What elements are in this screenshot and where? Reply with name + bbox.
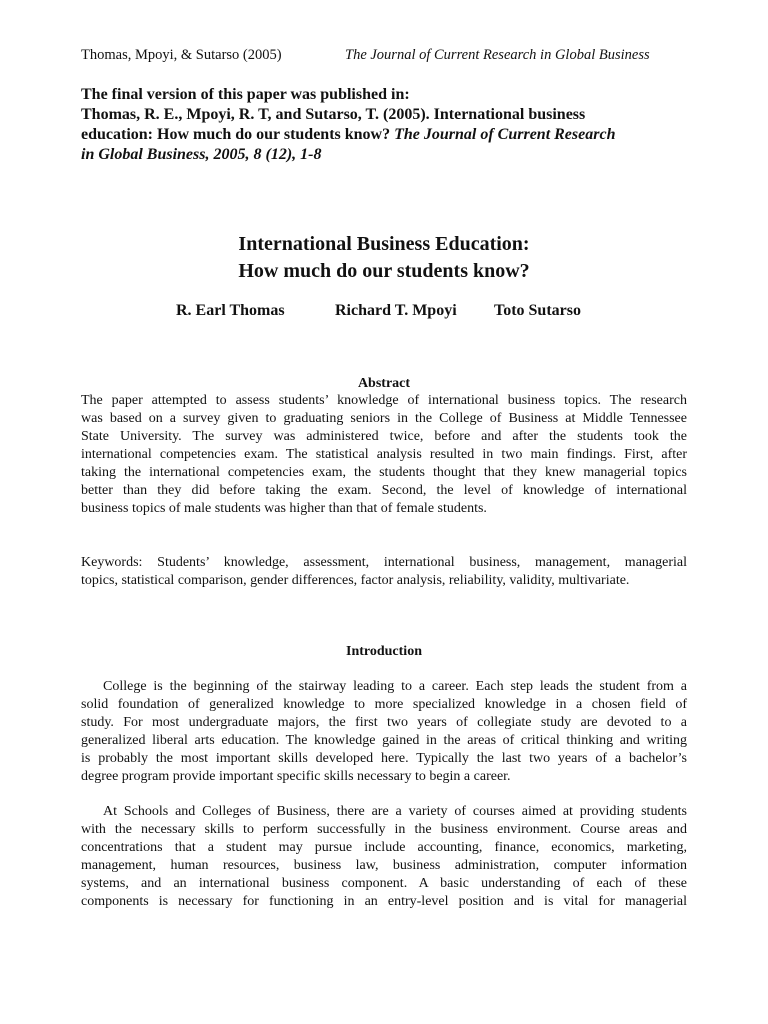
abstract-heading: Abstract: [357, 376, 411, 391]
body-text-line: At Schools and Colleges of Business, there are a variety of courses aimed at providing students: [103, 804, 687, 819]
citation-journal-name: The Journal of Current Research: [394, 126, 616, 143]
publication-citation-line: [81, 125, 687, 145]
running-head-journal: The Journal of Current Research in Global Business: [345, 47, 650, 63]
publication-note-line: The final version of this paper was published in:: [81, 86, 410, 103]
keywords-line: Keywords: Students’ knowledge, assessment, international business, management, managerial: [81, 555, 687, 570]
citation-journal-details: in Global Business, 2005, 8 (12), 1-8: [81, 146, 322, 163]
introduction-paragraph-2: [81, 803, 687, 911]
author-name: Toto Sutarso: [494, 302, 581, 319]
body-text-line: is probably the most important skills developed here. Typically the last two years of a bachelor’s: [81, 751, 687, 766]
abstract-line: The paper attempted to assess students’ knowledge of international business topics. The research: [81, 393, 687, 408]
abstract-line: State University. The survey was administered twice, before and after the students took the: [81, 429, 687, 444]
citation-article-title: education: How much do our students know?: [81, 126, 395, 143]
author-name: R. Earl Thomas: [176, 302, 285, 319]
body-text-line: solid foundation of generalized knowledge to more specialized knowledge in a chosen field of: [81, 697, 687, 712]
body-text-line: degree program provide important specific skills necessary to begin a career.: [81, 769, 511, 784]
body-text-line: with the necessary skills to perform successfully in the business environment. Course areas and: [81, 822, 687, 837]
paper-title-line-1: International Business Education:: [238, 233, 530, 255]
abstract-line: business topics of male students was higher than that of female students.: [81, 501, 487, 516]
body-text-line: concentrations that a student may pursue include accounting, finance, economics, marketing,: [81, 840, 687, 855]
abstract-line: better than they did before taking the exam. Second, the level of knowledge of international: [81, 483, 687, 498]
abstract-line: was based on a survey given to graduating seniors in the College of Business at Middle Tennessee: [81, 411, 687, 426]
body-text-line: College is the beginning of the stairway leading to a career. Each step leads the student from a: [103, 679, 687, 694]
author-name: Richard T. Mpoyi: [335, 302, 457, 319]
introduction-heading: Introduction: [346, 644, 422, 659]
paper-title: [81, 231, 687, 285]
publication-citation-line: Thomas, R. E., Mpoyi, R. T, and Sutarso, T. (2005). International business: [81, 106, 586, 123]
running-head-authors: Thomas, Mpoyi, & Sutarso (2005): [81, 47, 282, 63]
body-text-line: management, human resources, business law, business administration, computer information: [81, 858, 687, 873]
keywords: [81, 554, 687, 590]
keywords-line: topics, statistical comparison, gender differences, factor analysis, reliability, validity, multivariate.: [81, 573, 630, 588]
body-text-line: study. For most undergraduate majors, the first two years of collegiate study are devoted to a: [81, 715, 687, 730]
abstract-line: international competencies exam. The statistical analysis resulted in two main findings. First, after: [81, 447, 687, 462]
body-text-line: generalized liberal arts education. The knowledge gained in the areas of critical thinking and writing: [81, 733, 687, 748]
abstract-body: [81, 392, 687, 518]
introduction-paragraph-1: [81, 678, 687, 786]
publication-note: [81, 85, 687, 165]
body-text-line: components is necessary for functioning in an entry-level position and is vital for managerial: [81, 894, 687, 909]
paper-title-line-2: How much do our students know?: [238, 260, 530, 282]
abstract-line: taking the international competencies exam, the students thought that they knew managerial topics: [81, 465, 687, 480]
body-text-line: systems, and an international business component. A basic understanding of each of these: [81, 876, 687, 891]
